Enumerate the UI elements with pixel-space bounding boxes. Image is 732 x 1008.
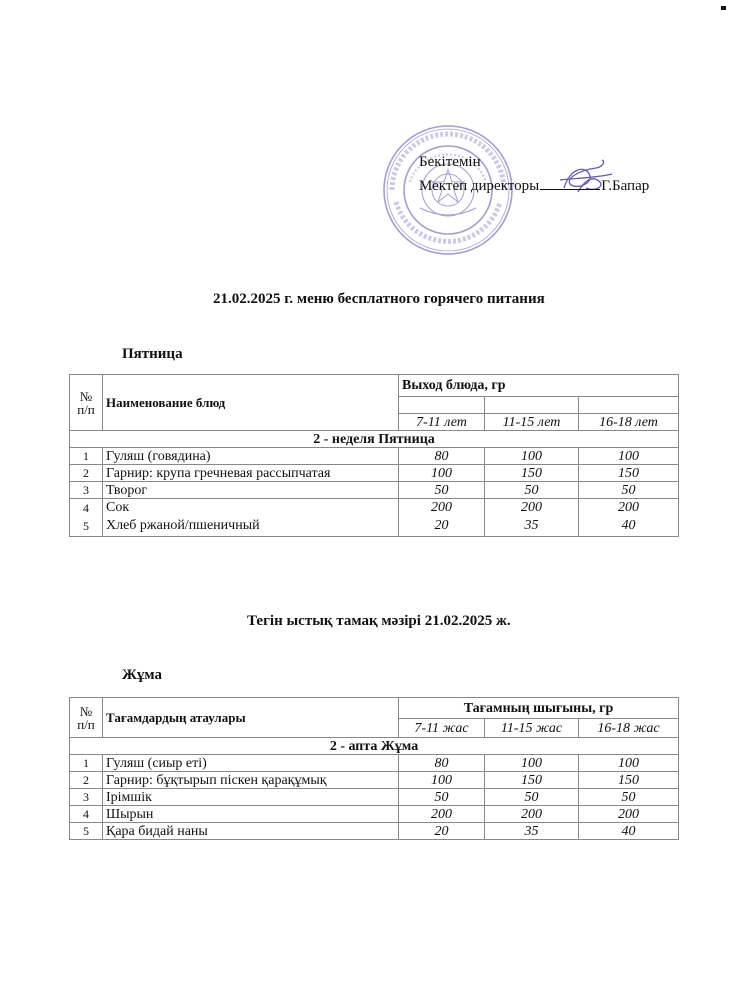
table-row xyxy=(70,448,679,465)
portion-value: 150 xyxy=(579,465,679,482)
dish-name: Гуляш (говядина) xyxy=(103,448,399,465)
portion-value: 20 xyxy=(434,518,449,533)
dish-name: Шырын xyxy=(103,806,399,823)
portion-value: 100 xyxy=(485,755,579,772)
portion-value: 50 xyxy=(579,789,679,806)
dish-name: Қара бидай наны xyxy=(103,823,399,840)
row-number: 2 xyxy=(70,465,103,482)
row-number: 1 xyxy=(70,448,103,465)
portion-value: 150 xyxy=(485,772,579,789)
row-number: 1 xyxy=(70,755,103,772)
table-row-merged xyxy=(70,499,679,537)
row-number: 5 xyxy=(70,823,103,840)
week-label: 2 - апта Жұма xyxy=(70,738,679,755)
dish-name: Ірімшік xyxy=(103,789,399,806)
header-output: Выход блюда, гр xyxy=(399,375,679,397)
portion-value: 100 xyxy=(579,755,679,772)
age-header: 16-18 лет xyxy=(579,414,679,431)
menu-title-ru: 21.02.2025 г. меню бесплатного горячего питания xyxy=(213,291,545,307)
header-spacer xyxy=(579,397,679,414)
director-title: Мектеп директоры xyxy=(419,178,540,194)
header-num: № п/п xyxy=(70,375,103,431)
approval-word: Бекітемін xyxy=(419,154,481,170)
table-row xyxy=(70,755,679,772)
table-row xyxy=(70,806,679,823)
age-header: 11-15 жас xyxy=(485,719,579,738)
portion-value: 35 xyxy=(524,518,539,533)
day-label-ru: Пятница xyxy=(122,346,183,362)
portion-value: 80 xyxy=(399,755,485,772)
portion-value: 100 xyxy=(399,772,485,789)
age-header: 7-11 лет xyxy=(399,414,485,431)
portion-value: 80 xyxy=(399,448,485,465)
header-num: № п/п xyxy=(70,698,103,738)
portion-value: 200 xyxy=(431,500,452,515)
portion-value: 100 xyxy=(579,448,679,465)
menu-title-kz: Тегін ыстық тамақ мәзірі 21.02.2025 ж. xyxy=(247,613,511,629)
portion-value: 200 xyxy=(485,806,579,823)
table-row xyxy=(70,465,679,482)
row-numbers xyxy=(70,499,103,537)
portion-value: 50 xyxy=(399,789,485,806)
director-name: Г.Бапар xyxy=(601,178,650,194)
portion-value: 200 xyxy=(618,500,639,515)
portion-value: 200 xyxy=(399,806,485,823)
row-number: 2 xyxy=(70,772,103,789)
header-dish-name: Тағамдардың атаулары xyxy=(103,698,399,738)
header-output: Тағамның шығыны, гр xyxy=(399,698,679,719)
director-line xyxy=(419,174,649,198)
row-number: 3 xyxy=(70,789,103,806)
approval-block xyxy=(419,150,649,198)
signature-line xyxy=(540,175,600,190)
portion-value: 40 xyxy=(579,823,679,840)
dish-name: Гарнир: бұқтырып піскен қарақұмық xyxy=(103,772,399,789)
portion-value: 100 xyxy=(485,448,579,465)
portion-value: 200 xyxy=(521,500,542,515)
header-spacer xyxy=(399,397,485,414)
dish-name: Творог xyxy=(103,482,399,499)
table-row xyxy=(70,789,679,806)
dish-names xyxy=(103,499,399,537)
header-spacer xyxy=(485,397,579,414)
menu-table-kz xyxy=(69,697,679,840)
dish-name: Гуляш (сиыр еті) xyxy=(103,755,399,772)
portion-value: 150 xyxy=(485,465,579,482)
corner-mark xyxy=(721,6,726,10)
portion-value: 50 xyxy=(399,482,485,499)
dish-name: Хлеб ржаной/пшеничный xyxy=(106,518,260,533)
table-row xyxy=(70,772,679,789)
week-label: 2 - неделя Пятница xyxy=(70,431,679,448)
age-header: 16-18 жас xyxy=(579,719,679,738)
row-number: 4 xyxy=(83,501,89,515)
portion-value: 50 xyxy=(579,482,679,499)
portion-value: 150 xyxy=(579,772,679,789)
dish-name: Сок xyxy=(106,500,130,515)
portion-value: 20 xyxy=(399,823,485,840)
row-number: 4 xyxy=(70,806,103,823)
portion-value: 40 xyxy=(621,518,636,533)
day-label-kz: Жұма xyxy=(122,667,162,683)
row-number: 5 xyxy=(83,519,89,533)
header-dish-name: Наименование блюд xyxy=(103,375,399,431)
portion-value: 200 xyxy=(579,806,679,823)
age-header: 11-15 лет xyxy=(485,414,579,431)
portion-values xyxy=(579,499,679,537)
portion-values xyxy=(485,499,579,537)
portion-value: 50 xyxy=(485,789,579,806)
table-row xyxy=(70,823,679,840)
row-number: 3 xyxy=(70,482,103,499)
menu-table-ru xyxy=(69,374,679,537)
portion-values xyxy=(399,499,485,537)
dish-name: Гарнир: крупа гречневая рассыпчатая xyxy=(103,465,399,482)
table-row xyxy=(70,482,679,499)
portion-value: 100 xyxy=(399,465,485,482)
portion-value: 35 xyxy=(485,823,579,840)
portion-value: 50 xyxy=(485,482,579,499)
age-header: 7-11 жас xyxy=(399,719,485,738)
